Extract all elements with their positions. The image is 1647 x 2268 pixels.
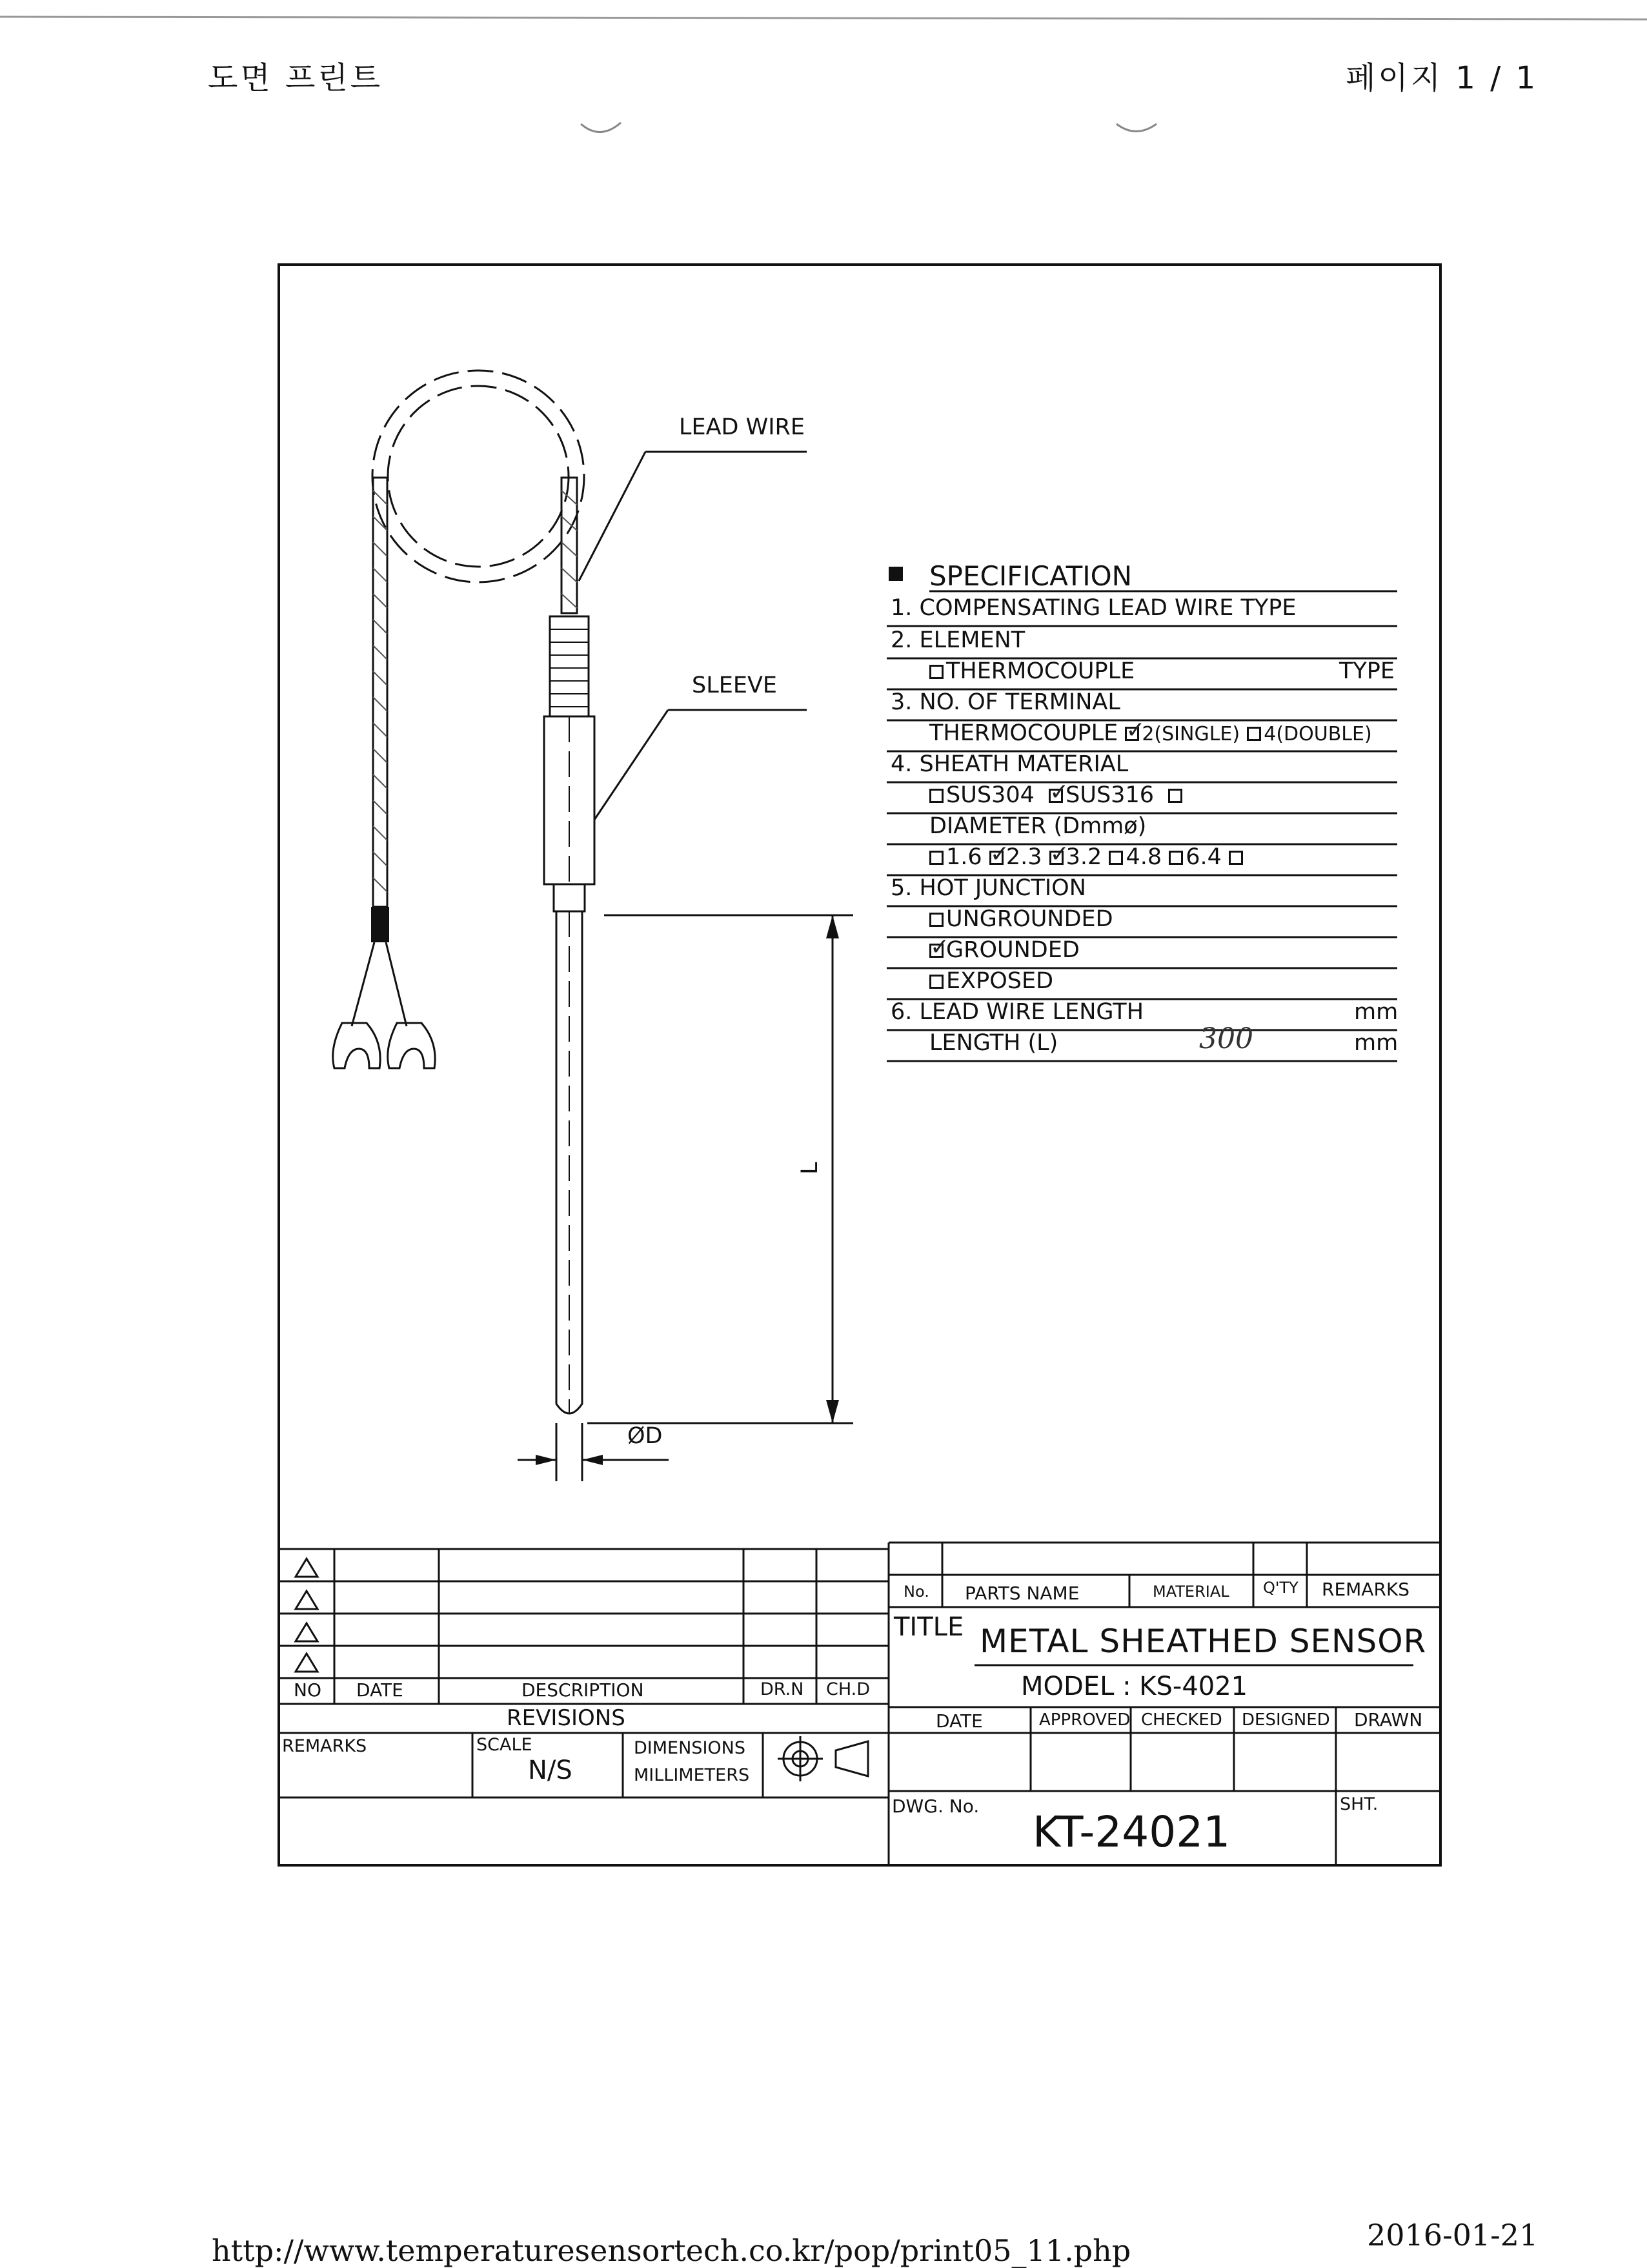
- footer-url: http://www.temperaturesensortech.co.kr/pop/print05_11.php: [212, 2233, 1131, 2268]
- checkbox-sus304[interactable]: [929, 789, 944, 803]
- dimensions-value: MILLIMETERS: [634, 1765, 750, 1785]
- sign-header-checked: CHECKED: [1141, 1710, 1222, 1730]
- title-value: METAL SHEATHED SENSOR: [980, 1623, 1427, 1660]
- sheet-label: SHT.: [1340, 1794, 1379, 1814]
- spec-row-6: 6. LEAD WIRE LENGTH: [891, 999, 1144, 1025]
- spec-diameter-label: DIAMETER (Dmmø): [929, 813, 1147, 839]
- header-left-title: 도면 프린트: [208, 60, 383, 96]
- footer-date: 2016-01-21: [1367, 2218, 1539, 2253]
- spec-row-5: 5. HOT JUNCTION: [891, 875, 1086, 901]
- checkbox-dia-2-3[interactable]: [989, 851, 1004, 865]
- checkbox-grounded[interactable]: [929, 944, 944, 958]
- rev-header-date: DATE: [356, 1679, 403, 1701]
- sign-header-approved: APPROVED: [1039, 1710, 1131, 1730]
- checkbox-sheath-other[interactable]: [1168, 789, 1182, 803]
- spec-terminal-row: [929, 720, 1372, 746]
- spec-row-2: 2. ELEMENT: [891, 627, 1026, 653]
- rev-header-description: DESCRIPTION: [521, 1679, 644, 1701]
- sleeve-label: SLEEVE: [692, 673, 778, 698]
- checkbox-dia-6-4[interactable]: [1169, 851, 1183, 865]
- spec-bullet-icon: [889, 567, 903, 581]
- dwg-number-label: DWG. No.: [892, 1796, 980, 1817]
- spec-ungrounded-row: [929, 906, 1113, 932]
- spec-row-3: 3. NO. OF TERMINAL: [891, 689, 1120, 715]
- checkbox-ungrounded[interactable]: [929, 913, 944, 927]
- exposed-label: EXPOSED: [946, 968, 1054, 994]
- parts-header-no: No.: [904, 1583, 929, 1601]
- lead-wire-label: LEAD WIRE: [679, 414, 805, 440]
- spec-row-1: 1. COMPENSATING LEAD WIRE TYPE: [891, 595, 1297, 621]
- dia-1-6-label: 1.6: [946, 844, 982, 870]
- checkbox-4-double[interactable]: [1247, 727, 1261, 741]
- scale-label: SCALE: [476, 1735, 532, 1755]
- scale-value: N/S: [528, 1756, 572, 1785]
- title-label: TITLE: [894, 1612, 964, 1642]
- dia-4-8-label: 4.8: [1126, 844, 1162, 870]
- dwg-number-value: KT-24021: [1033, 1807, 1231, 1857]
- sheath-sus316-label: SUS316: [1066, 782, 1154, 808]
- spec-diameter-options: [929, 844, 1246, 870]
- checkbox-2-single[interactable]: [1125, 727, 1139, 741]
- parts-header-remarks: REMARKS: [1322, 1579, 1410, 1600]
- spec-length-label: LENGTH (L): [929, 1030, 1058, 1056]
- header-page-number: 페이지 1 / 1: [1346, 60, 1539, 96]
- checkbox-thermocouple[interactable]: [929, 665, 944, 679]
- checkbox-dia-4-8[interactable]: [1109, 851, 1123, 865]
- spec-heading: SPECIFICATION: [929, 560, 1133, 592]
- sign-header-drawn: DRAWN: [1354, 1709, 1423, 1730]
- remarks-label: REMARKS: [282, 1736, 367, 1756]
- model-number: MODEL : KS-4021: [1021, 1672, 1248, 1701]
- spec-row-4: 4. SHEATH MATERIAL: [891, 751, 1129, 777]
- dia-3-2-label: 3.2: [1066, 844, 1102, 870]
- lead-wire-length-unit: mm: [1354, 999, 1399, 1025]
- grounded-label: GROUNDED: [946, 937, 1080, 963]
- spec-element-row: [929, 658, 1135, 684]
- element-thermocouple-label: THERMOCOUPLE: [946, 658, 1135, 684]
- length-dimension-label: L: [796, 1162, 823, 1175]
- parts-header-name: PARTS NAME: [965, 1583, 1080, 1604]
- parts-header-qty: Q'TY: [1263, 1579, 1298, 1597]
- rev-header-no: NO: [294, 1679, 321, 1701]
- spec-grounded-row: [929, 937, 1080, 963]
- checkbox-dia-1-6[interactable]: [929, 851, 944, 865]
- revisions-label: REVISIONS: [507, 1705, 625, 1731]
- sign-header-date: DATE: [936, 1710, 983, 1732]
- terminal-2-single-label: 2(SINGLE): [1142, 723, 1240, 745]
- spec-exposed-row: [929, 968, 1053, 994]
- element-type-label: TYPE: [1339, 658, 1395, 684]
- length-unit: mm: [1354, 1030, 1399, 1056]
- spec-sheath-row: [929, 782, 1185, 808]
- diameter-dimension-label: ØD: [627, 1423, 663, 1449]
- checkbox-sus316[interactable]: [1049, 789, 1063, 803]
- dimensions-label: DIMENSIONS: [634, 1738, 745, 1758]
- checkbox-exposed[interactable]: [929, 975, 944, 989]
- terminal-thermocouple-label: THERMOCOUPLE: [929, 720, 1118, 746]
- checkbox-dia-3-2[interactable]: [1049, 851, 1064, 865]
- dia-2-3-label: 2.3: [1005, 844, 1042, 870]
- rev-header-drn: DR.N: [760, 1679, 804, 1699]
- dia-6-4-label: 6.4: [1186, 844, 1222, 870]
- parts-header-material: MATERIAL: [1153, 1583, 1229, 1601]
- ungrounded-label: UNGROUNDED: [946, 906, 1113, 932]
- length-value-handwritten: 300: [1199, 1022, 1253, 1055]
- sheath-sus304-label: SUS304: [946, 782, 1035, 808]
- rev-header-chd: CH.D: [826, 1679, 871, 1699]
- terminal-4-double-label: 4(DOUBLE): [1264, 723, 1372, 745]
- sign-header-designed: DESIGNED: [1242, 1710, 1330, 1730]
- checkbox-dia-other[interactable]: [1229, 851, 1243, 865]
